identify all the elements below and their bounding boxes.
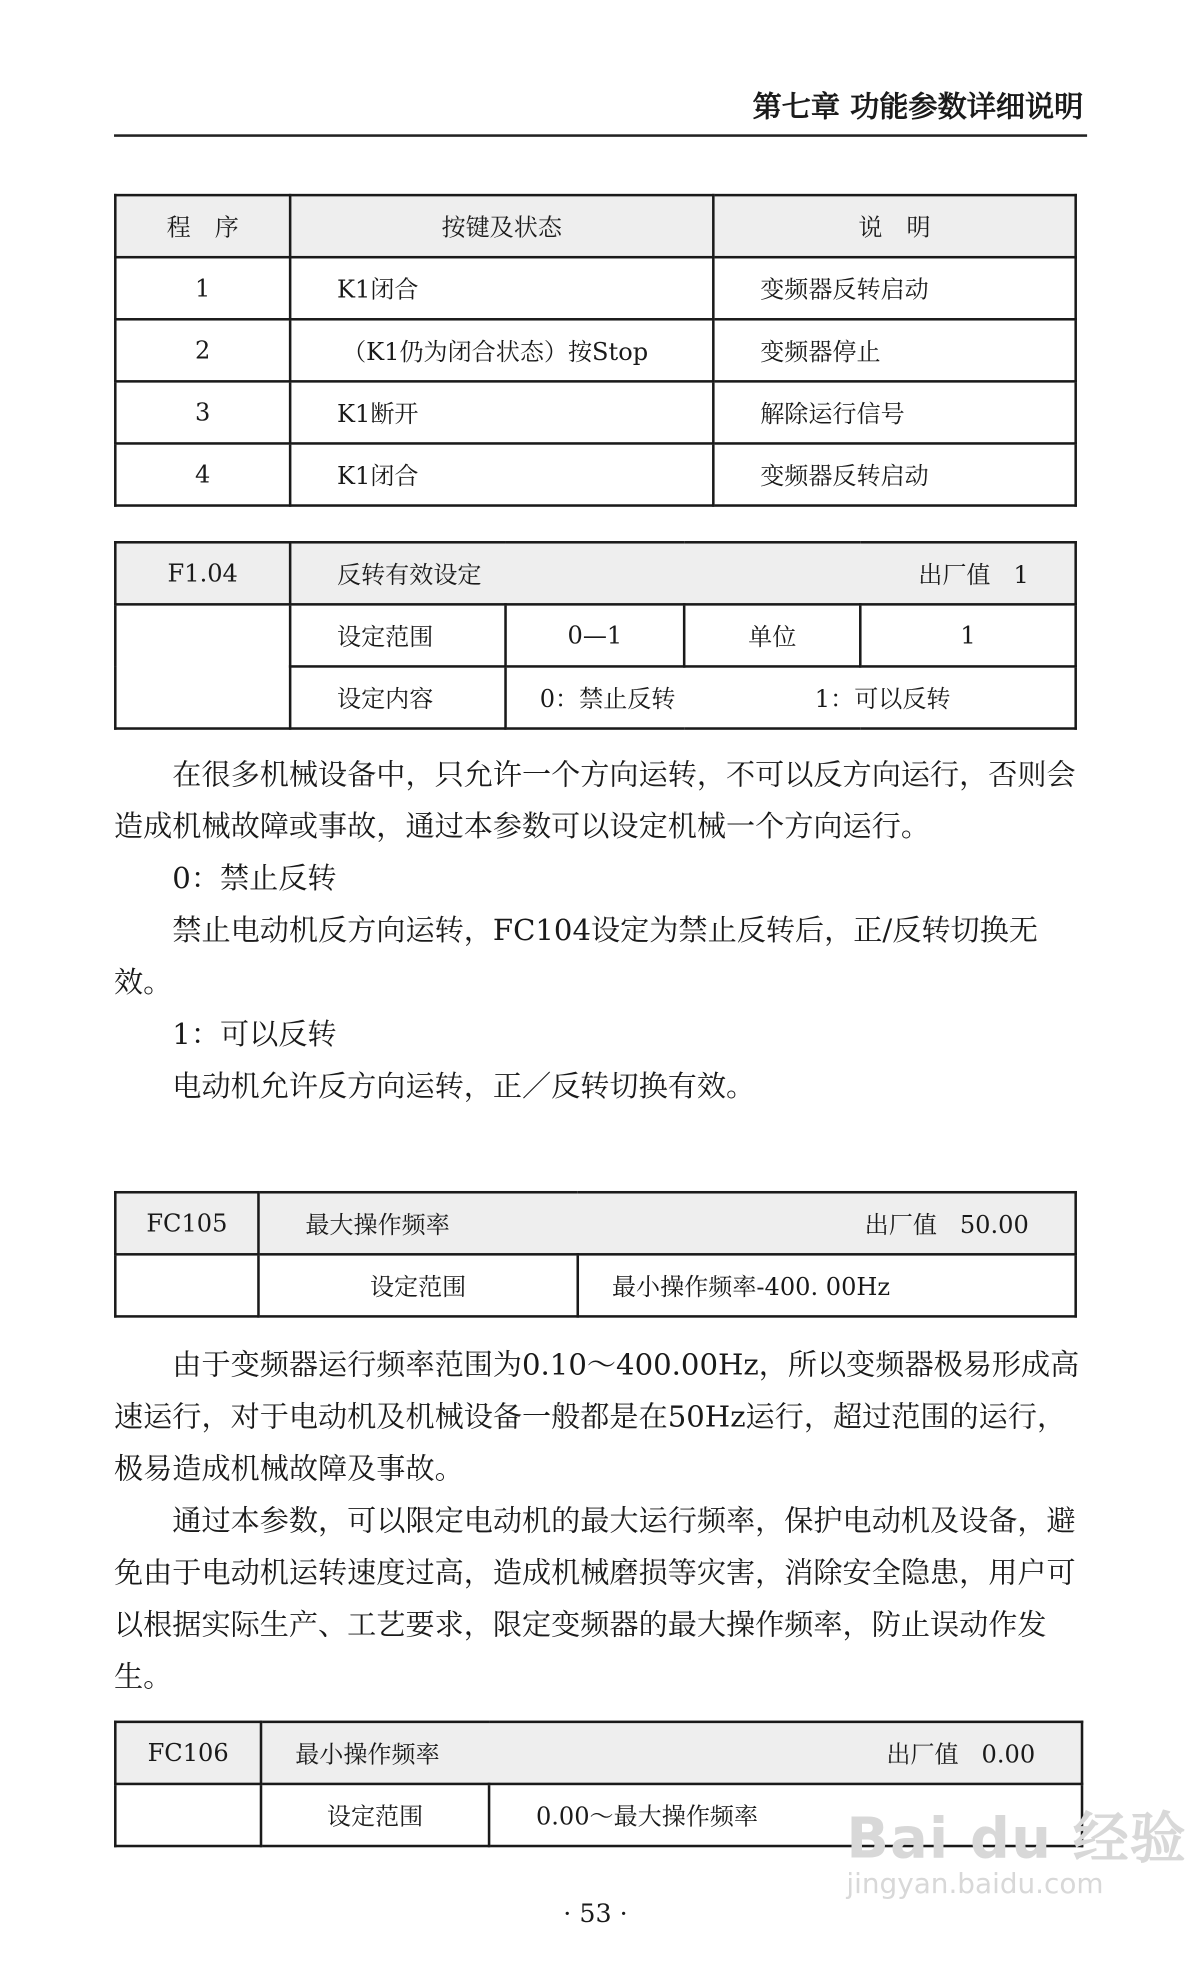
step-cell: 1 xyxy=(115,257,290,319)
default-value: 0.00 xyxy=(981,1740,1036,1769)
table-row xyxy=(115,257,1075,319)
key-state-cell: K1断开 xyxy=(290,381,713,443)
range-label: 设定范围 xyxy=(290,604,505,666)
default-value: 50.00 xyxy=(959,1211,1029,1240)
key-state-cell: K1闭合 xyxy=(290,257,713,319)
param-name: 反转有效设定 xyxy=(337,561,482,590)
column-header: 说 明 xyxy=(713,195,1075,257)
content-label: 设定内容 xyxy=(290,666,505,728)
param-fc105-table xyxy=(114,1191,1077,1318)
table-row xyxy=(115,381,1075,443)
chapter-title: 第七章 功能参数详细说明 xyxy=(752,91,1084,125)
step-cell: 4 xyxy=(115,443,290,505)
default-label: 出厂值 xyxy=(864,1211,937,1240)
param-code: FC105 xyxy=(115,1192,258,1254)
default-label: 出厂值 xyxy=(886,1740,959,1769)
header-rule xyxy=(114,134,1087,137)
param-f104-table xyxy=(114,541,1077,730)
unit-value: 1 xyxy=(860,604,1075,666)
param-title-cell xyxy=(290,542,1076,604)
range-value: 最小操作频率-400. 00Hz xyxy=(578,1254,1076,1316)
column-header: 程 序 xyxy=(115,195,290,257)
description-cell: 解除运行信号 xyxy=(713,381,1075,443)
paragraph: 禁止电动机反方向运转，FC104设定为禁止反转后，正/反转切换无效。 xyxy=(114,914,1038,1000)
key-state-cell: （K1仍为闭合状态）按Stop xyxy=(290,319,713,381)
option-0: 0：禁止反转 xyxy=(539,685,676,714)
content-cell xyxy=(506,666,1076,728)
page-number: · 53 · xyxy=(563,1897,628,1929)
option-1: 1：可以反转 xyxy=(814,685,951,714)
table-header-row xyxy=(115,195,1075,257)
paragraph: 0：禁止反转 xyxy=(172,862,337,896)
paragraph-block-2 xyxy=(114,1340,1079,1704)
range-value: 0.00～最大操作频率 xyxy=(489,1784,1082,1846)
empty-cell xyxy=(115,1784,261,1846)
baidu-watermark xyxy=(846,1793,1187,1901)
paragraph: 在很多机械设备中，只允许一个方向运转，不可以反方向运行，否则会造成机械故障或事故，通过本参数可以设定机械一个方向运行。 xyxy=(114,758,1076,844)
param-code: F1.04 xyxy=(115,542,290,604)
step-cell: 3 xyxy=(115,381,290,443)
range-label: 设定范围 xyxy=(261,1784,489,1846)
default-label: 出厂值 xyxy=(918,561,991,590)
param-name: 最大操作频率 xyxy=(305,1211,450,1240)
default-value: 1 xyxy=(1013,561,1029,590)
paragraph: 电动机允许反方向运转，正／反转切换有效。 xyxy=(172,1070,756,1104)
operation-sequence-table xyxy=(114,194,1077,507)
param-code: FC106 xyxy=(115,1722,261,1784)
paragraph: 通过本参数，可以限定电动机的最大运行频率，保护电动机及设备，避免由于电动机运转速度过高，造成机械磨损等灾害，消除安全隐患，用户可以根据实际生产、工艺要求，限定变频器的最大操作频率，防止误动作发生。 xyxy=(114,1505,1076,1694)
column-header: 按键及状态 xyxy=(290,195,713,257)
table-row xyxy=(115,319,1075,381)
description-cell: 变频器反转启动 xyxy=(713,443,1075,505)
unit-label: 单位 xyxy=(684,604,860,666)
watermark-url: jingyan.baidu.com xyxy=(846,1868,1104,1901)
empty-cell xyxy=(115,1254,258,1316)
empty-cell xyxy=(115,604,290,728)
param-title-cell xyxy=(261,1722,1082,1784)
param-title-cell xyxy=(258,1192,1075,1254)
range-value: 0—1 xyxy=(506,604,685,666)
description-cell: 变频器停止 xyxy=(713,319,1075,381)
paragraph-block-1 xyxy=(114,750,1079,1114)
paragraph: 1：可以反转 xyxy=(172,1018,337,1052)
paragraph: 由于变频器运行频率范围为0.10～400.00Hz，所以变频器极易形成高速运行，对于电动机及机械设备一般都是在50Hz运行，超过范围的运行，极易造成机械故障及事故。 xyxy=(114,1349,1080,1487)
range-label: 设定范围 xyxy=(258,1254,577,1316)
param-name: 最小操作频率 xyxy=(295,1740,440,1769)
key-state-cell: K1闭合 xyxy=(290,443,713,505)
watermark-brand: Bai du 经验 xyxy=(846,1806,1187,1872)
description-cell: 变频器反转启动 xyxy=(713,257,1075,319)
table-row xyxy=(115,443,1075,505)
step-cell: 2 xyxy=(115,319,290,381)
